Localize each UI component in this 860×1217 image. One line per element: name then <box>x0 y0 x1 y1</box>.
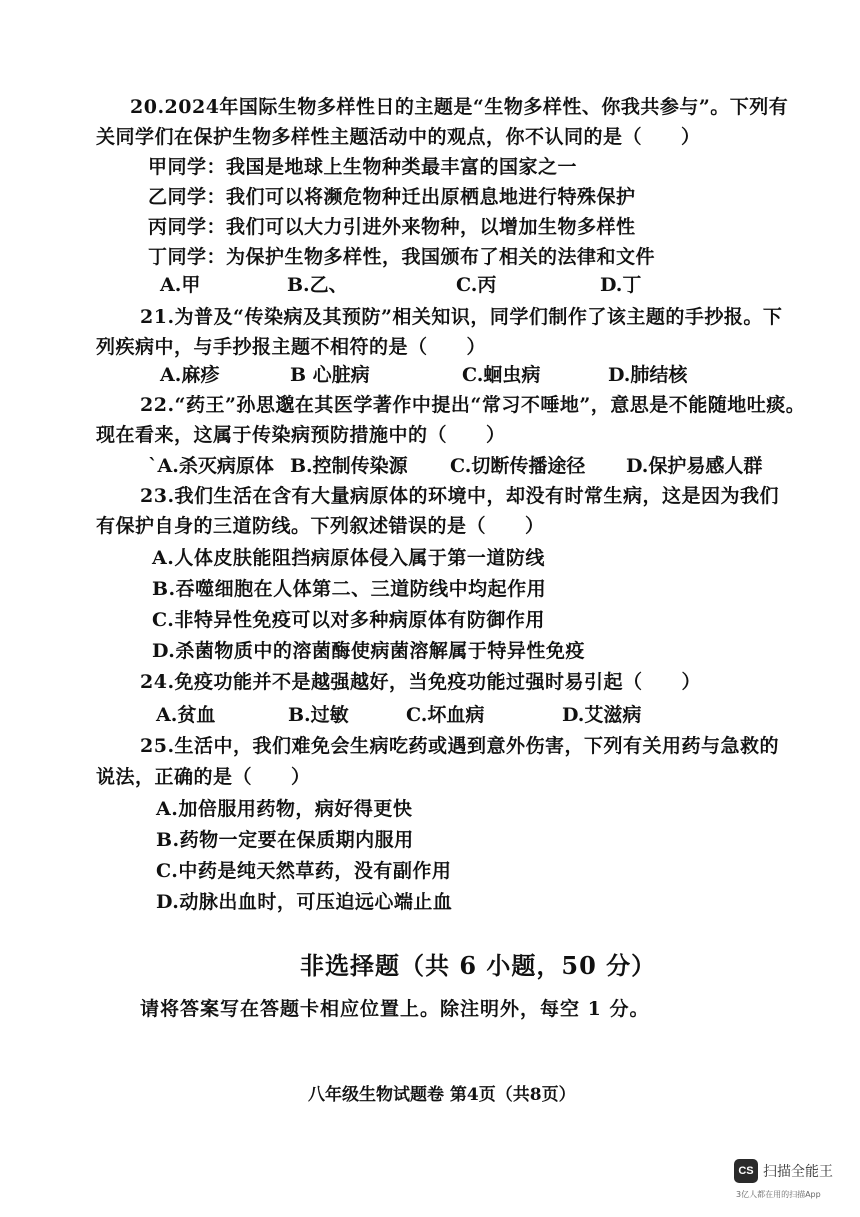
q20-stem-line2: 关同学们在保护生物多样性主题活动中的观点，你不认同的是（ ） <box>96 126 701 148</box>
q21-option-d: D.肺结核 <box>608 364 688 386</box>
q25-option-c: C.中药是纯天然草药，没有副作用 <box>156 860 452 882</box>
q20-option-c: C.丙 <box>456 274 497 296</box>
q25-option-b: B.药物一定要在保质期内服用 <box>156 829 414 851</box>
q23-option-d: D.杀菌物质中的溶菌酶使病菌溶解属于特异性免疫 <box>152 640 585 662</box>
q24-option-b: B.过敏 <box>288 704 349 726</box>
q21-option-a: A.麻疹 <box>160 364 220 386</box>
q22-option-b: B.控制传染源 <box>290 455 408 477</box>
scanner-watermark <box>734 1159 844 1205</box>
camscanner-logo-icon: CS <box>734 1159 758 1183</box>
q22-stem-line1: 22.“药王”孙思邈在其医学著作中提出“常习不唾地”，意思是不能随地吐痰。 <box>140 394 806 416</box>
q23-stem-line2: 有保护自身的三道防线。下列叙述错误的是（ ） <box>96 515 545 537</box>
watermark-brand: 扫描全能王 <box>763 1164 833 1180</box>
page-footer: 八年级生物试题卷 第4页（共8页） <box>308 1085 576 1105</box>
q22-option-c: C.切断传播途径 <box>450 455 586 477</box>
q24-option-c: C.坏血病 <box>406 704 485 726</box>
q22-option-a: `A.杀灭病原体 <box>148 455 274 477</box>
watermark-tagline: 3亿人都在用的扫描App <box>736 1190 821 1199</box>
q24-option-d: D.艾滋病 <box>562 704 642 726</box>
q23-stem-line1: 23.我们生活在含有大量病原体的环境中，却没有时常生病，这是因为我们 <box>140 485 780 507</box>
q20-option-a: A.甲 <box>160 274 201 296</box>
q21-stem-line1: 21.为普及“传染病及其预防”相关知识，同学们制作了该主题的手抄报。下 <box>140 306 783 328</box>
q25-stem-line2: 说法，正确的是（ ） <box>96 766 311 788</box>
q20-statement-ding: 丁同学：为保护生物多样性，我国颁布了相关的法律和文件 <box>148 246 656 268</box>
q21-stem-line2: 列疾病中，与手抄报主题不相符的是（ ） <box>96 336 487 358</box>
q24-option-a: A.贫血 <box>156 704 216 726</box>
section-title: 非选择题（共 6 小题，50 分） <box>300 951 657 980</box>
q25-option-a: A.加倍服用药物，病好得更快 <box>156 798 413 820</box>
q23-option-c: C.非特异性免疫可以对多种病原体有防御作用 <box>152 609 545 631</box>
q21-option-b: B 心脏病 <box>290 364 370 386</box>
q25-stem-line1: 25.生活中，我们难免会生病吃药或遇到意外伤害，下列有关用药与急救的 <box>140 735 780 757</box>
q23-option-a: A.人体皮肤能阻挡病原体侵入属于第一道防线 <box>152 547 545 569</box>
q20-statement-bing: 丙同学：我们可以大力引进外来物种，以增加生物多样性 <box>148 216 636 238</box>
q20-option-d: D.丁 <box>600 274 642 296</box>
q20-statement-jia: 甲同学：我国是地球上生物种类最丰富的国家之一 <box>148 156 578 178</box>
q24-stem: 24.免疫功能并不是越强越好，当免疫功能过强时易引起（ ） <box>140 671 702 693</box>
q23-option-b: B.吞噬细胞在人体第二、三道防线中均起作用 <box>152 578 547 600</box>
section-instruction: 请将答案写在答题卡相应位置上。除注明外，每空 1 分。 <box>140 998 650 1020</box>
q25-option-d: D.动脉出血时，可压迫远心端止血 <box>156 891 453 913</box>
q20-statement-yi: 乙同学：我们可以将濒危物种迁出原栖息地进行特殊保护 <box>148 186 636 208</box>
q22-stem-line2: 现在看来，这属于传染病预防措施中的（ ） <box>96 424 506 446</box>
q20-option-b: B.乙、 <box>287 274 348 296</box>
q21-option-c: C.蛔虫病 <box>462 364 541 386</box>
q22-option-d: D.保护易感人群 <box>626 455 763 477</box>
q20-stem-line1: 20.2024年国际生物多样性日的主题是“生物多样性、你我共参与”。下列有 <box>130 96 789 118</box>
